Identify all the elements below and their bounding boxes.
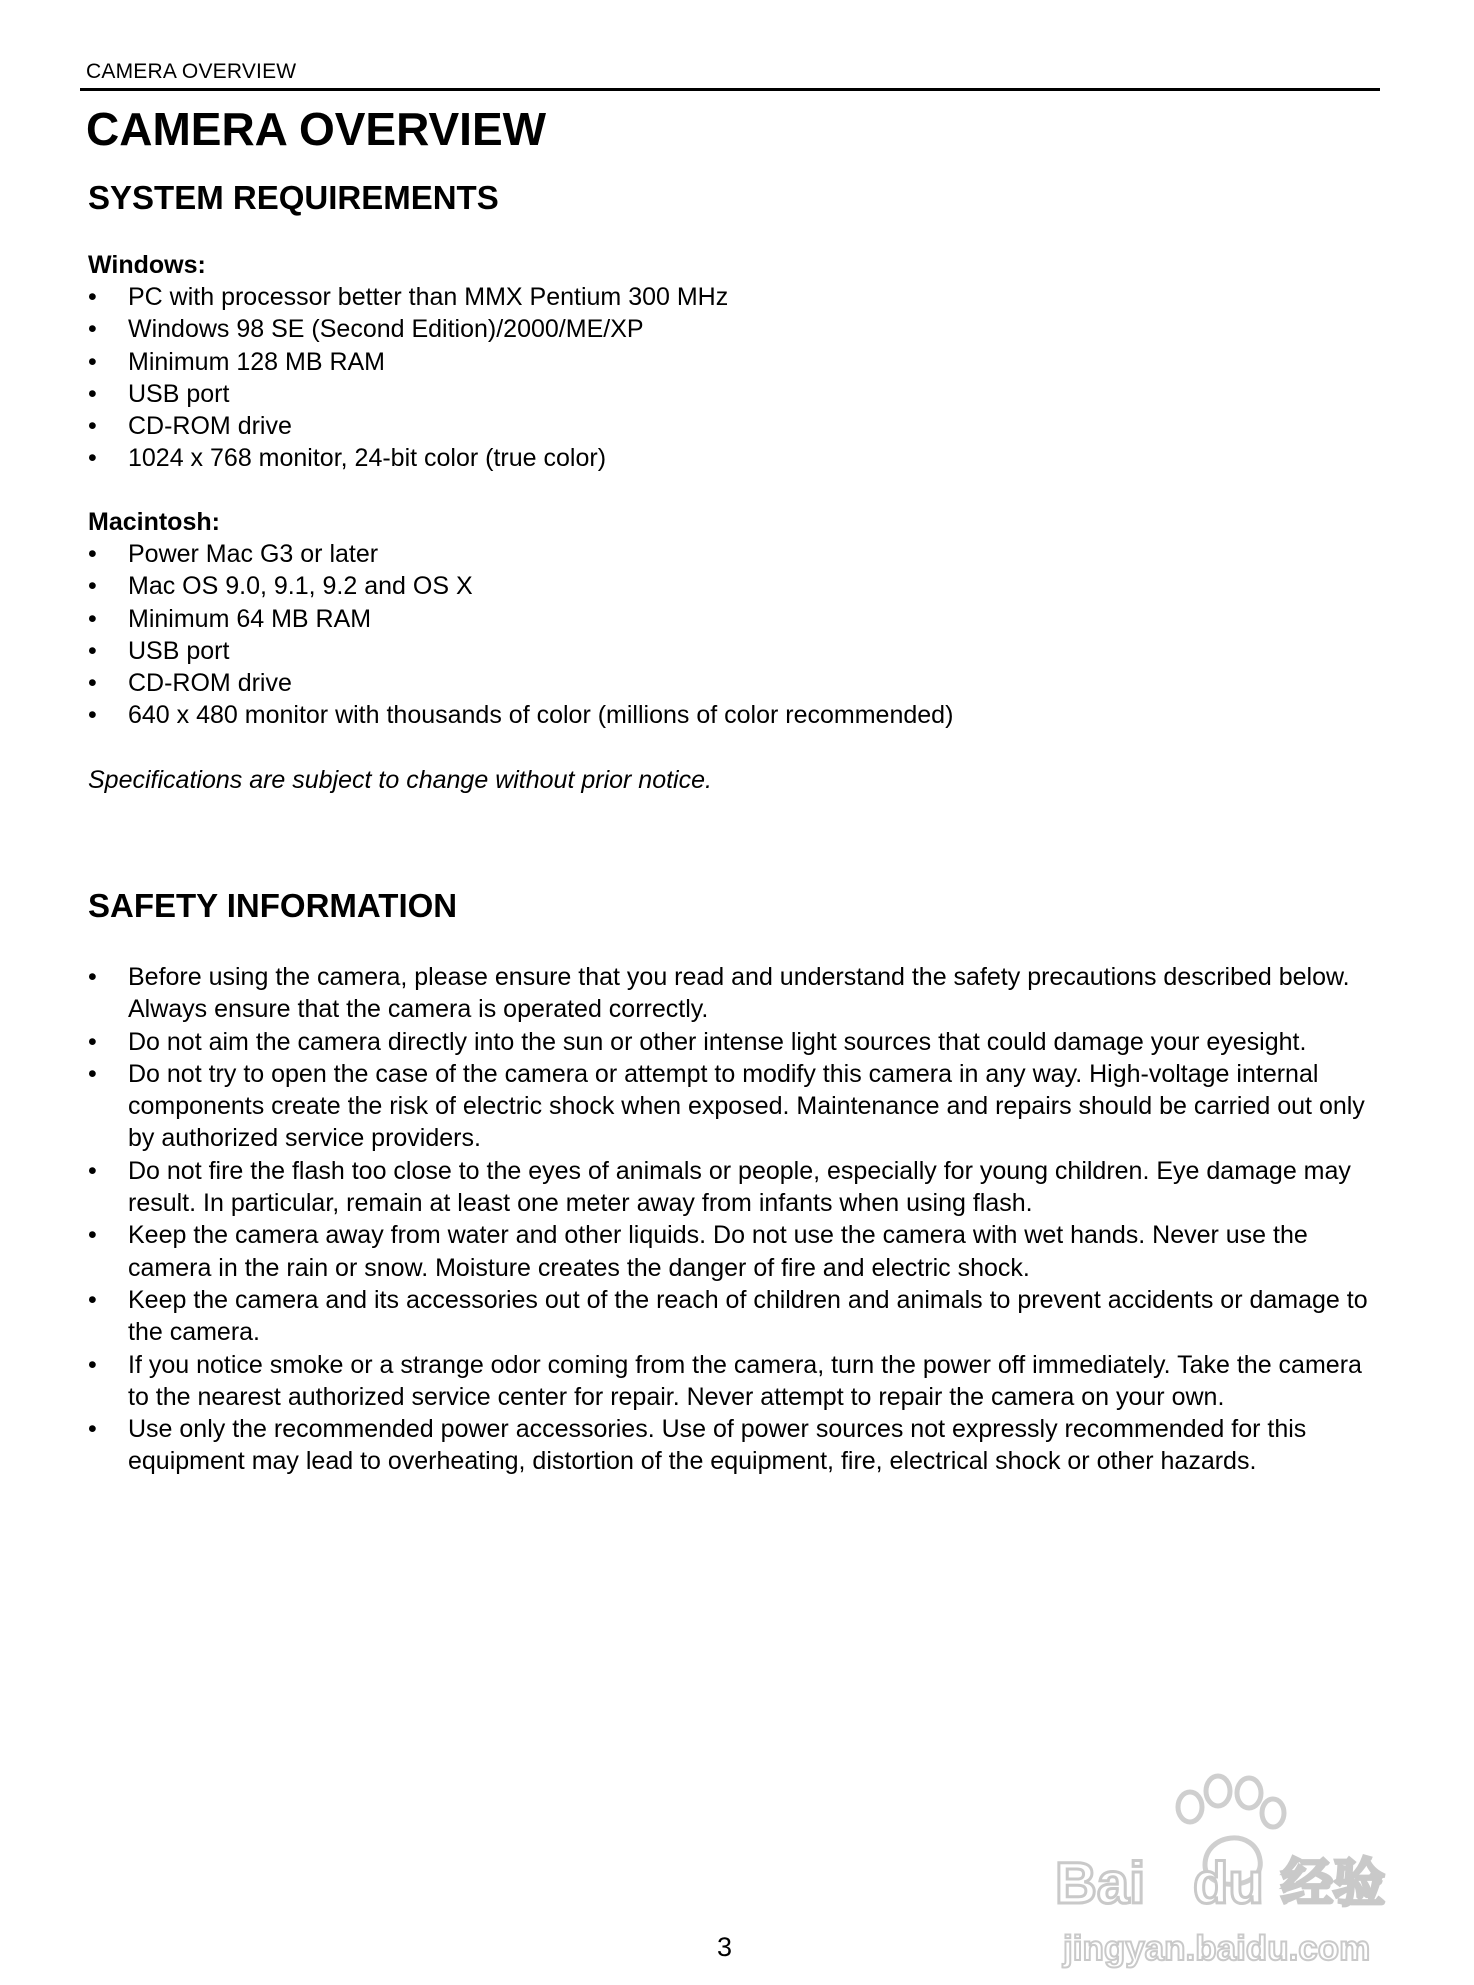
- list-item-text: Power Mac G3 or later: [128, 540, 379, 568]
- list-item: [88, 1026, 1388, 1058]
- baidu-jingyan-watermark: [1055, 1755, 1405, 1985]
- bullet-icon: •: [88, 604, 97, 633]
- list-item-text: Do not aim the camera directly into the sun or other intense light sources that could damage your eyesight.: [128, 1027, 1307, 1056]
- bullet-icon: •: [88, 572, 97, 601]
- bullet-icon: •: [88, 540, 97, 568]
- list-item-text: USB port: [128, 379, 230, 408]
- bullet-icon: •: [88, 379, 97, 408]
- list-item: [88, 667, 953, 699]
- running-header: CAMERA OVERVIEW: [86, 60, 297, 83]
- list-item-text: CD-ROM drive: [128, 412, 292, 441]
- list-item: [88, 570, 953, 602]
- bullet-icon: •: [88, 963, 97, 991]
- windows-requirements-list: [88, 281, 728, 475]
- svg-text:du: du: [1193, 1851, 1264, 1916]
- baidu-logo-text: [1055, 1851, 1385, 1916]
- list-item: [88, 603, 953, 635]
- list-item: [88, 378, 728, 410]
- list-item-text: Do not fire the flash too close to the eyes of animals or people, especially for young children. Eye damage may result. In particular, remain at least one meter away from infants when using flash.: [128, 1156, 1351, 1218]
- page-number: 3: [717, 1932, 733, 1962]
- list-item: [88, 635, 953, 667]
- list-item-text: PC with processor better than MMX Pentium 300 MHz: [128, 283, 729, 311]
- system-requirements-heading: SYSTEM REQUIREMENTS: [88, 179, 499, 216]
- list-item-text: 1024 x 768 monitor, 24-bit color (true color): [128, 444, 607, 473]
- list-item: [88, 1219, 1388, 1284]
- list-item: [88, 346, 728, 378]
- bullet-icon: •: [88, 1350, 97, 1379]
- list-item: [88, 961, 1388, 1026]
- list-item: [88, 410, 728, 442]
- safety-information-heading: SAFETY INFORMATION: [88, 887, 458, 924]
- list-item-text: CD-ROM drive: [128, 669, 292, 698]
- list-item-text: Before using the camera, please ensure that you read and understand the safety precautions described below. Always ensure that the camera is operated correctly.: [128, 963, 1350, 1024]
- list-item-text: Mac OS 9.0, 9.1, 9.2 and OS X: [128, 572, 473, 601]
- bullet-icon: •: [88, 636, 97, 665]
- list-item-text: Minimum 128 MB RAM: [128, 347, 385, 376]
- svg-text:Bai: Bai: [1055, 1851, 1146, 1916]
- list-item-text: Keep the camera away from water and other liquids. Do not use the camera with wet hands. Never use the camera in the rain or snow. Moisture creates the danger of fire and electric shock.: [128, 1221, 1308, 1282]
- list-item: [88, 1155, 1388, 1220]
- bullet-icon: •: [88, 1027, 97, 1056]
- bullet-icon: •: [88, 669, 97, 698]
- baidu-url-text: jingyan.baidu.com: [1063, 1929, 1371, 1968]
- svg-text:经验: 经验: [1281, 1855, 1386, 1913]
- list-item-text: Use only the recommended power accessories. Use of power sources not expressly recommended for this equipment may lead to overheating, distortion of the equipment, fire, electrical shock or other hazards.: [128, 1415, 1307, 1476]
- list-item-text: USB port: [128, 636, 230, 665]
- bullet-icon: •: [88, 1221, 97, 1250]
- list-item: [88, 281, 728, 313]
- bullet-icon: •: [88, 412, 97, 441]
- bullet-icon: •: [88, 1285, 97, 1314]
- list-item: [88, 1349, 1388, 1414]
- bullet-icon: •: [88, 701, 97, 730]
- list-item: [88, 1284, 1388, 1349]
- bullet-icon: •: [88, 1415, 97, 1444]
- bullet-icon: •: [88, 315, 97, 344]
- list-item: [88, 538, 953, 570]
- list-item-text: If you notice smoke or a strange odor coming from the camera, turn the power off immediately. Take the camera to the nearest authorized service center for repair. Never attempt to repair the camera on your own.: [128, 1350, 1362, 1411]
- list-item-text: Do not try to open the case of the camera or attempt to modify this camera in any way. High-voltage internal components create the risk of electric shock when exposed. Maintenance and repairs should be carried out only by authorized service providers.: [128, 1059, 1365, 1153]
- list-item-text: Minimum 64 MB RAM: [128, 604, 372, 633]
- page-title: CAMERA OVERVIEW: [86, 103, 547, 155]
- macintosh-requirements-list: [88, 538, 953, 732]
- list-item: [88, 313, 728, 345]
- bullet-icon: •: [88, 444, 97, 473]
- bullet-icon: •: [88, 283, 97, 311]
- list-item: [88, 442, 728, 474]
- bullet-icon: •: [88, 347, 97, 376]
- macintosh-label: Macintosh:: [88, 508, 220, 536]
- list-item-text: 640 x 480 monitor with thousands of color (millions of color recommended): [128, 701, 954, 730]
- list-item: [88, 1413, 1388, 1478]
- windows-label: Windows:: [88, 251, 206, 279]
- bullet-icon: •: [88, 1059, 97, 1088]
- bullet-icon: •: [88, 1156, 97, 1185]
- specifications-notice: Specifications are subject to change without prior notice.: [88, 766, 712, 794]
- header-rule: [80, 88, 1380, 91]
- list-item-text: Keep the camera and its accessories out of the reach of children and animals to prevent accidents or damage to the camera.: [128, 1285, 1368, 1347]
- safety-list: [88, 961, 1388, 1478]
- list-item: [88, 1058, 1388, 1155]
- list-item-text: Windows 98 SE (Second Edition)/2000/ME/XP: [128, 315, 644, 344]
- list-item: [88, 699, 953, 731]
